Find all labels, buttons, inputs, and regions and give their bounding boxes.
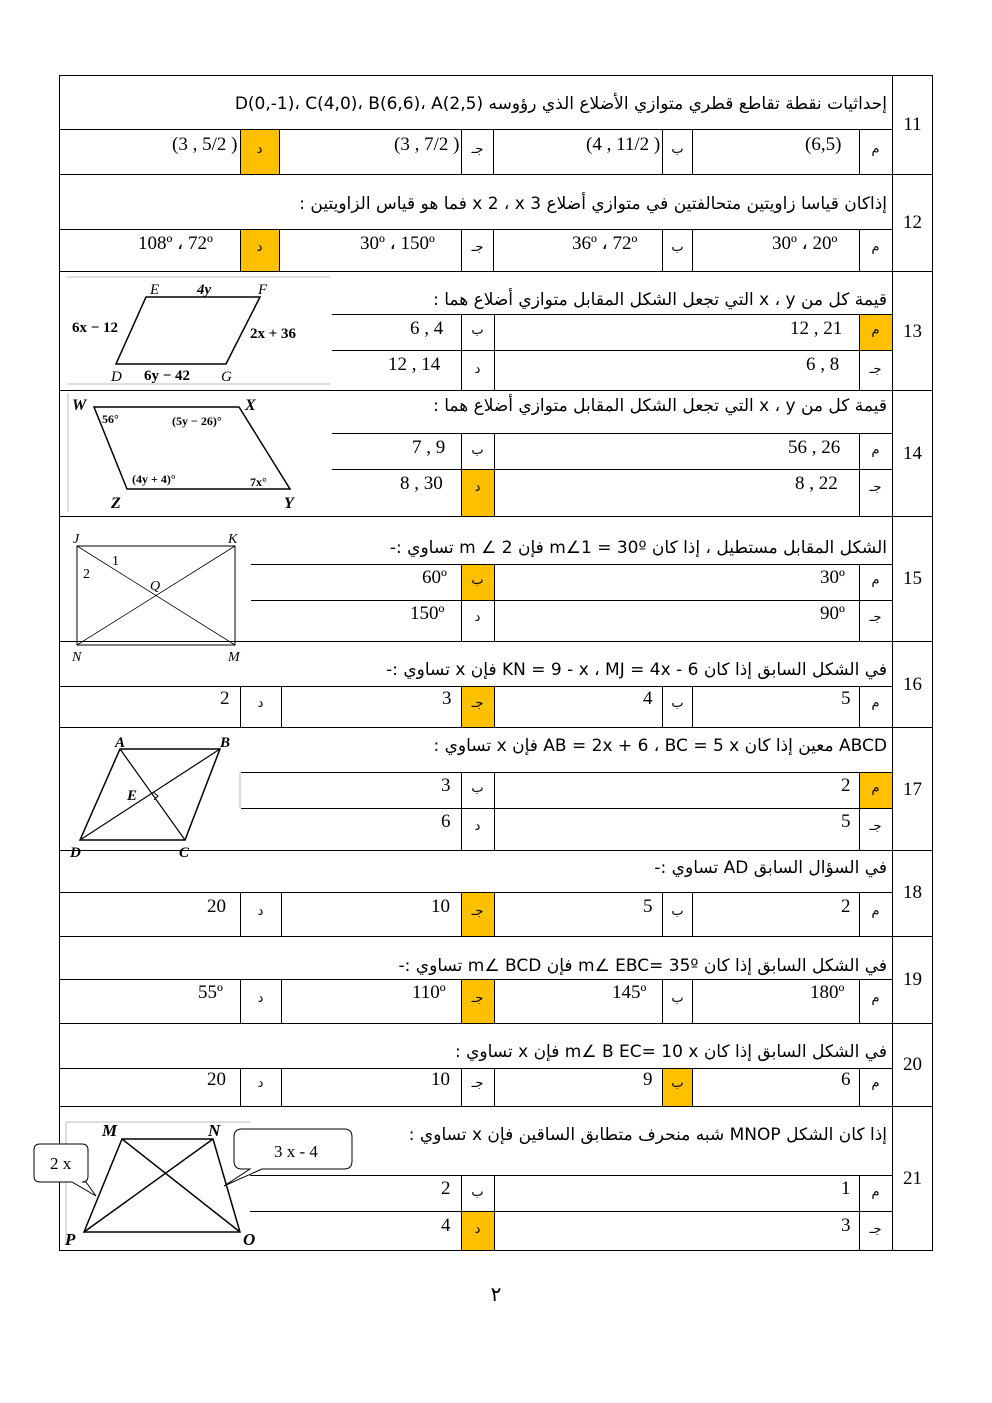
option-label: د	[474, 362, 481, 377]
isosceles-trapezoid-figure-mnop	[28, 1114, 368, 1248]
option-answer: 2	[841, 775, 851, 796]
option-answer: 3	[442, 688, 452, 709]
option-answer: 55º	[198, 982, 223, 1003]
option-label: د	[474, 610, 481, 625]
option-answer: 30º	[820, 567, 845, 588]
angle-label: 2	[83, 567, 90, 582]
option-label: جـ	[869, 362, 882, 377]
vertex-label: X	[245, 397, 256, 414]
vertex-label: D	[111, 369, 122, 385]
option-label: م	[871, 142, 880, 157]
option-answer: 4	[441, 1215, 451, 1236]
option-answer: 8 , 30	[400, 473, 443, 494]
option-label: د	[256, 142, 263, 157]
vertex-label: J	[73, 532, 80, 547]
option-label: جـ	[471, 904, 484, 919]
option-label: م	[871, 1185, 880, 1200]
vertex-label: F	[258, 282, 268, 298]
question-number: 14	[903, 443, 922, 464]
angle-label: (5y − 26)°	[172, 414, 222, 428]
vertex-label: Z	[111, 495, 121, 512]
parallelogram-figure-wxyz	[62, 392, 332, 514]
option-answer: 180º	[810, 982, 845, 1003]
question-text: قيمة كل من x ، y التي تجعل الشكل المقابل متوازي أضلاع هما :	[433, 290, 887, 310]
question-number: 13	[903, 321, 922, 342]
question-number: 11	[903, 114, 922, 135]
vertex-label: E	[150, 282, 160, 298]
option-label: ب	[671, 696, 684, 711]
vertex-label: G	[221, 369, 232, 385]
callout-label: 2 x	[50, 1154, 72, 1173]
option-answer: 3	[841, 1215, 851, 1236]
question-text: في الشكل السابق إذا كان KN = 9 - x ، MJ = 4x - 6 فإن x تساوي :-	[386, 660, 887, 680]
center-label: E	[127, 788, 138, 804]
option-answer: 20	[207, 896, 226, 917]
option-answer: 6 , 4	[410, 318, 444, 339]
option-answer: 6	[841, 1069, 851, 1090]
option-answer: 90º	[820, 603, 845, 624]
question-text: في الشكل السابق إذا كان m∠ EBC= 35º فإن m∠ BCD تساوي :-	[398, 956, 887, 976]
option-label: م	[871, 696, 880, 711]
option-answer: 5	[841, 811, 851, 832]
option-label: م	[871, 904, 880, 919]
question-text: إذا كان الشكل MNOP شبه منحرف متطابق الساقين فإن x تساوي :	[408, 1125, 887, 1145]
question-number: 17	[903, 779, 922, 800]
option-answer: 20	[207, 1069, 226, 1090]
vertex-label: Y	[284, 495, 294, 512]
option-label: م	[871, 991, 880, 1006]
option-answer: (3 , 7/2 )	[394, 134, 460, 155]
question-number: 15	[903, 568, 922, 589]
option-label: ب	[471, 573, 484, 588]
question-text: في السؤال السابق AD تساوي :-	[654, 858, 887, 878]
option-answer: 3	[441, 775, 451, 796]
option-label: جـ	[471, 1076, 484, 1091]
option-answer: 5	[841, 688, 851, 709]
side-label: 6y − 42	[144, 368, 191, 384]
option-label: م	[871, 240, 880, 255]
vertex-label: O	[243, 1230, 256, 1248]
option-answer: 9	[643, 1069, 653, 1090]
angle-label: 56°	[102, 412, 119, 426]
question-text: إذاكان قياسا زاويتين متحالفتين في متوازي أضلاع x 2 ، x 3 فما هو قياس الزاويتين :	[299, 194, 887, 214]
angle-label: 7x°	[250, 475, 267, 489]
side-label: 2x + 36	[250, 326, 297, 342]
option-answer: 8 , 22	[795, 473, 838, 494]
option-label: د	[256, 240, 263, 255]
question-text: قيمة كل من x ، y التي تجعل الشكل المقابل متوازي أضلاع هما :	[433, 396, 887, 416]
parallelogram-figure-efgd	[62, 276, 332, 386]
option-label: جـ	[471, 991, 484, 1006]
option-answer: 60º	[422, 567, 447, 588]
center-label: Q	[150, 579, 161, 594]
option-label: د	[257, 991, 264, 1006]
option-label: جـ	[471, 240, 484, 255]
angle-label: (4y + 4)°	[132, 472, 176, 486]
question-number: 18	[903, 882, 922, 903]
vertex-label: K	[228, 532, 238, 547]
option-answer: 12 , 21	[790, 318, 843, 339]
vertex-label: D	[70, 845, 81, 860]
vertex-label: W	[72, 397, 87, 414]
option-answer: 145º	[612, 982, 647, 1003]
question-text: ABCD معين إذا كان AB = 2x + 6 ، BC = 5 x فإن x تساوي :	[433, 736, 887, 756]
option-label: جـ	[869, 1222, 882, 1237]
rhombus-figure-abcd	[62, 732, 242, 860]
option-answer: (6,5)	[805, 134, 842, 155]
vertex-label: N	[208, 1121, 221, 1140]
question-number: 21	[903, 1168, 922, 1189]
option-label: د	[257, 1076, 264, 1091]
option-answer: 6 , 8	[806, 354, 840, 375]
option-label: د	[474, 819, 481, 834]
option-answer: 150º	[410, 603, 445, 624]
rectangle-figure-jkmn	[62, 528, 252, 664]
question-text: إحداثيات نقطة تقاطع قطري متوازي الأضلاع الذي رؤوسه D(0,-1)، C(4,0)، B(6,6)، A(2,5)	[234, 94, 887, 114]
option-label: ب	[671, 1076, 684, 1091]
option-label: ب	[471, 443, 484, 458]
option-label: ب	[671, 991, 684, 1006]
question-number: 16	[903, 674, 922, 695]
option-label: م	[871, 323, 880, 338]
vertex-label: M	[102, 1121, 118, 1140]
option-label: جـ	[869, 480, 882, 495]
option-label: ب	[671, 240, 684, 255]
vertex-label: M	[228, 650, 240, 664]
option-answer: 30º ، 20º	[772, 233, 838, 254]
option-label: جـ	[869, 819, 882, 834]
option-label: ب	[471, 781, 484, 796]
question-text: الشكل المقابل مستطيل ، إذا كان m∠1 = 30º فإن m ∠ 2 تساوي :-	[389, 538, 887, 558]
page-number: ٢	[490, 1282, 502, 1306]
callout-label: 3 x - 4	[274, 1142, 318, 1161]
option-label: ب	[671, 904, 684, 919]
option-answer: 1	[841, 1178, 851, 1199]
option-answer: 12 , 14	[388, 354, 441, 375]
option-answer: (4 , 11/2 )	[586, 134, 661, 155]
question-number: 20	[903, 1054, 922, 1075]
option-answer: 30º ، 150º	[360, 233, 435, 254]
vertex-label: C	[179, 845, 190, 860]
option-answer: 2	[441, 1178, 451, 1199]
option-label: د	[474, 1222, 481, 1237]
option-label: ب	[471, 1185, 484, 1200]
question-number: 19	[903, 969, 922, 990]
option-answer: 110º	[412, 982, 446, 1003]
vertex-label: N	[72, 650, 82, 664]
option-answer: 2	[841, 896, 851, 917]
option-label: د	[474, 480, 481, 495]
angle-label: 1	[112, 554, 119, 569]
option-answer: 36º ، 72º	[572, 233, 638, 254]
option-label: جـ	[471, 696, 484, 711]
option-label: جـ	[869, 610, 882, 625]
option-answer: 6	[441, 811, 451, 832]
option-label: م	[871, 573, 880, 588]
side-label: 4y	[197, 282, 212, 298]
option-label: د	[257, 904, 264, 919]
option-label: م	[871, 1076, 880, 1091]
vertex-label: B	[220, 735, 231, 751]
option-answer: 7 , 9	[412, 437, 446, 458]
option-answer: 2	[220, 688, 230, 709]
option-answer: (3 , 5/2 )	[172, 134, 238, 155]
option-label: جـ	[471, 142, 484, 157]
vertex-label: A	[115, 735, 126, 751]
vertex-label: P	[65, 1230, 76, 1248]
option-label: ب	[671, 142, 684, 157]
option-answer: 10	[431, 1069, 450, 1090]
side-label: 6x − 12	[72, 320, 119, 336]
question-text: في الشكل السابق إذا كان m∠ B EC= 10 x فإن x تساوي :	[454, 1042, 887, 1062]
option-answer: 10	[431, 896, 450, 917]
option-answer: 4	[643, 688, 653, 709]
option-answer: 5	[643, 896, 653, 917]
option-label: ب	[471, 323, 484, 338]
option-answer: 56 , 26	[788, 437, 841, 458]
option-label: د	[257, 696, 264, 711]
option-answer: 108º ، 72º	[138, 233, 213, 254]
option-label: م	[871, 443, 880, 458]
question-number: 12	[903, 212, 922, 233]
option-label: م	[871, 781, 880, 796]
